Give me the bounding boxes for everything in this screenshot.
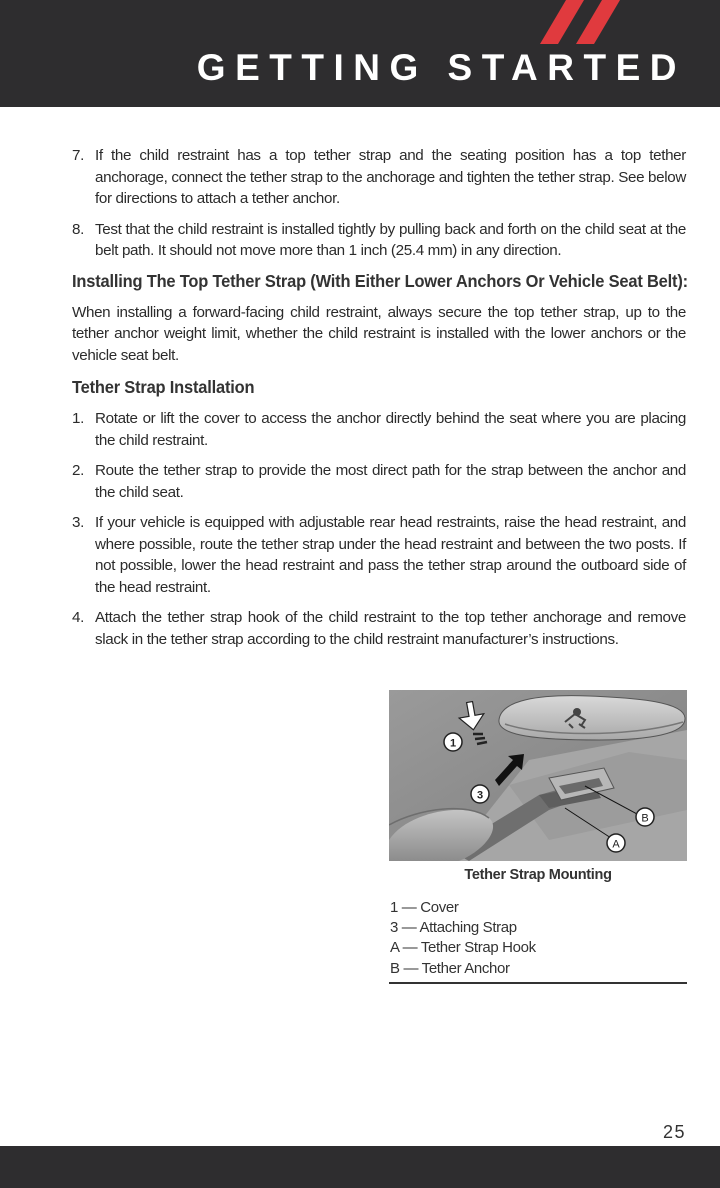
brand-stripes-icon (540, 0, 630, 44)
step-number: 1. (72, 410, 84, 427)
installing-heading: Installing The Top Tether Strap (With Either Lower Anchors Or Vehicle Seat Belt): (72, 270, 688, 291)
header-bar (0, 0, 720, 107)
step-text: If your vehicle is equipped with adjustable rear head restraints, raise the head restraint, and where possible, route the tether strap under the head restraint and between the two posts. If not possible, lower the head restraint and pass the tether strap around the outboard side of the head restraint. (95, 514, 686, 596)
footer-bar (0, 1146, 720, 1188)
step-text: Route the tether strap to provide the most direct path for the strap between the anchor and the child seat. (95, 462, 686, 501)
page-number: 25 (662, 1122, 686, 1142)
tether-mount-illustration (389, 690, 687, 861)
tether-strap-figure (389, 690, 687, 861)
callout-a (607, 834, 625, 852)
step-text: If the child restraint has a top tether strap and the seating position has a top tether anchorage, connect the tether strap to the anchorage and tighten the tether strap. See below for directions to attach a tether anchor. (95, 147, 686, 207)
figure-legend (390, 898, 686, 979)
legend-item: B — Tether Anchor (390, 959, 510, 977)
step-8 (72, 219, 686, 262)
callout-b (636, 808, 654, 826)
page-content (72, 145, 686, 659)
tether-step-4 (72, 607, 686, 650)
step-number: 2. (72, 462, 84, 479)
step-number: 3. (72, 514, 84, 531)
svg-text:1: 1 (449, 737, 457, 750)
legend-divider (389, 982, 687, 984)
step-text: Rotate or lift the cover to access the anchor directly behind the seat where you are placing the child restraint. (95, 410, 686, 449)
section-title: GETTING STARTED (196, 47, 686, 88)
tether-step-3 (72, 512, 686, 598)
legend-item: 3 — Attaching Strap (390, 919, 517, 937)
step-7 (72, 145, 686, 210)
tether-step-1 (72, 408, 686, 451)
svg-text:3: 3 (476, 789, 484, 802)
callout-3 (471, 785, 489, 803)
step-number: 4. (72, 609, 84, 626)
tether-step-2 (72, 460, 686, 503)
svg-text:A: A (612, 838, 620, 851)
figure-caption: Tether Strap Mounting (464, 867, 612, 883)
step-number: 7. (72, 147, 84, 164)
installing-paragraph: When installing a forward-facing child restraint, always secure the top tether strap, up to the tether anchor weight limit, whether the child restraint is installed with the lower anchors or the vehicle seat belt. (72, 303, 686, 364)
step-text: Test that the child restraint is installed tightly by pulling back and forth on the child seat at the belt path. It should not move more than 1 inch (25.4 mm) in any direction. (95, 220, 686, 259)
callout-1 (444, 733, 462, 751)
svg-text:B: B (641, 812, 649, 825)
step-text: Attach the tether strap hook of the child restraint to the top tether anchorage and remove slack in the tether strap according to the child restraint manufacturer’s instructions. (95, 609, 686, 648)
step-number: 8. (72, 220, 84, 238)
legend-item: A — Tether Strap Hook (390, 939, 536, 957)
tether-heading: Tether Strap Installation (72, 377, 255, 397)
legend-item: 1 — Cover (390, 899, 459, 916)
